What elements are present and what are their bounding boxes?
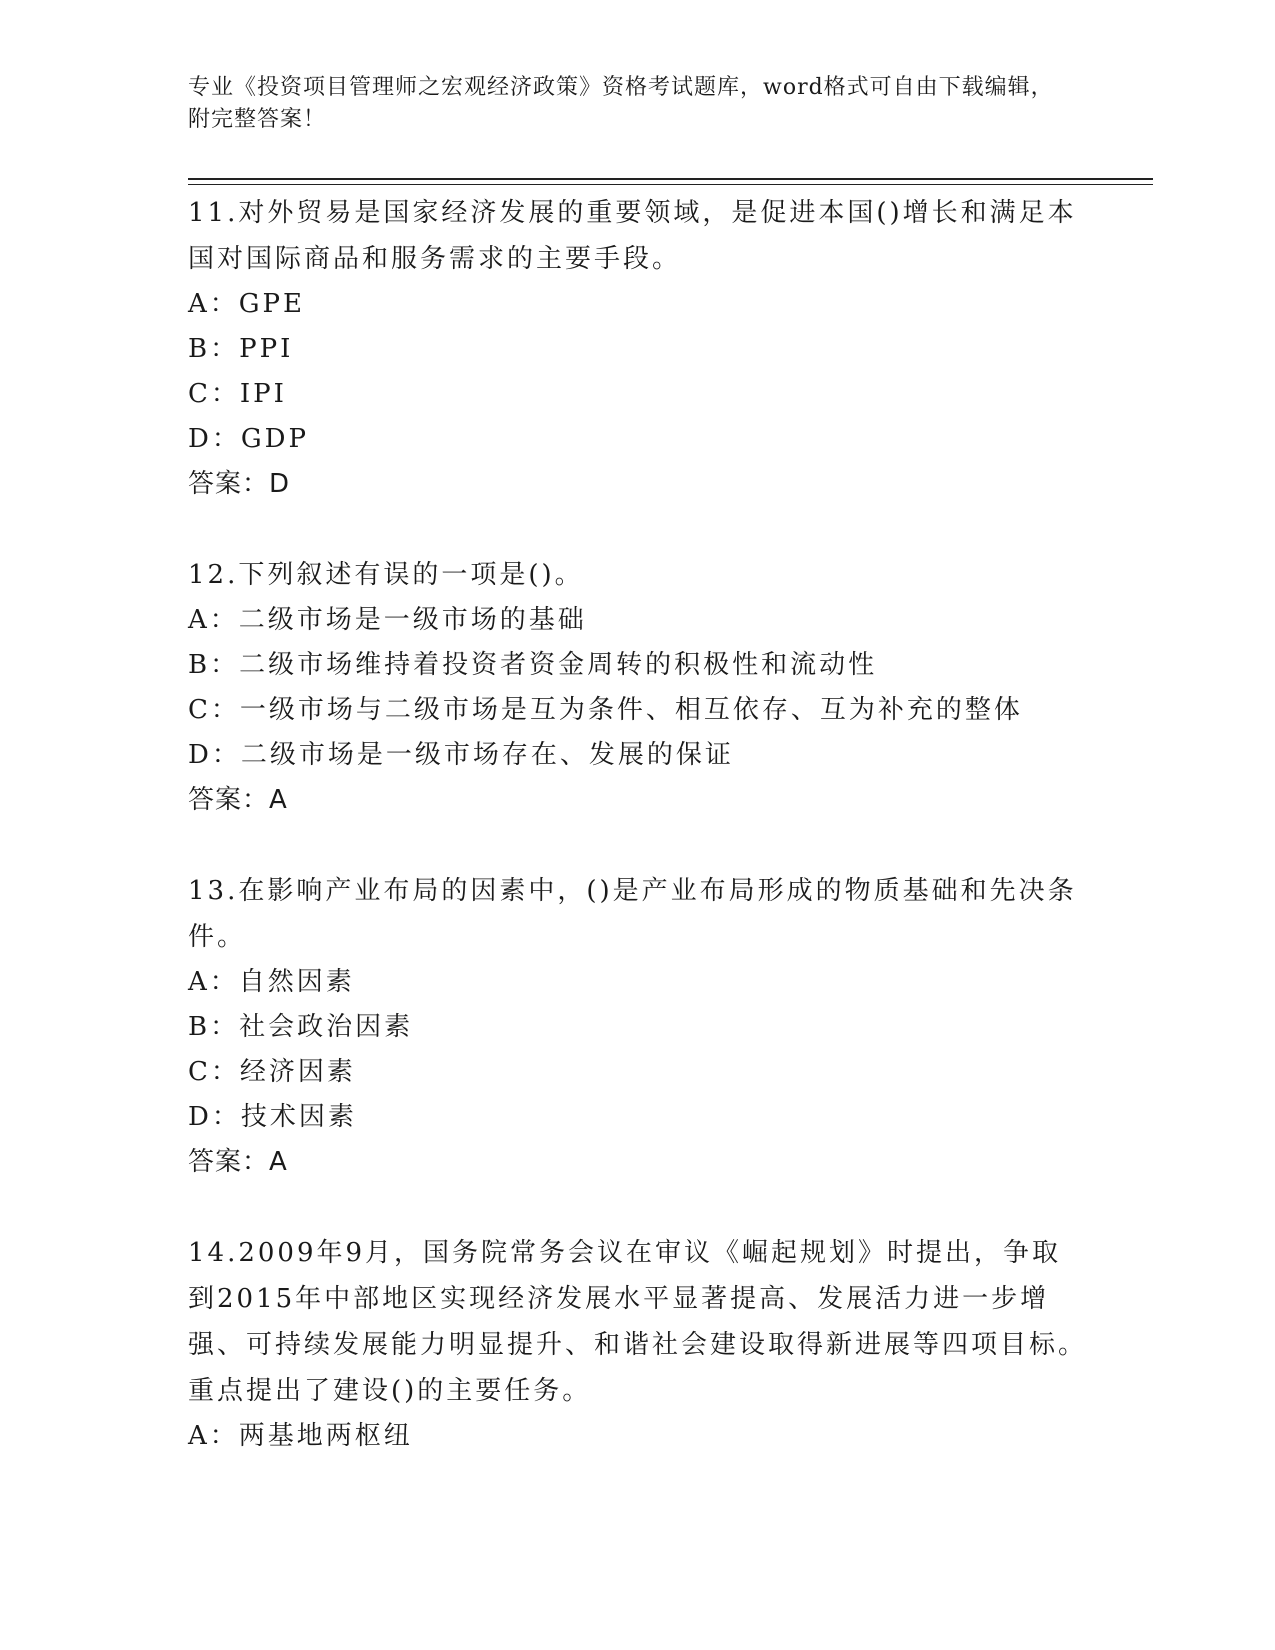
option-a: A：自然因素 — [188, 967, 355, 997]
header-rule-thick — [188, 178, 1153, 180]
answer: 答案：D — [188, 469, 291, 499]
question-12 — [188, 552, 1088, 822]
question-13 — [188, 868, 1088, 1184]
question-list — [188, 190, 1088, 1505]
question-text: 11.对外贸易是国家经济发展的重要领域，是促进本国()增长和满足本国对国际商品和服务需求的主要手段。 — [188, 198, 1077, 274]
question-text: 12.下列叙述有误的一项是()。 — [188, 560, 584, 590]
answer: 答案：A — [188, 1147, 288, 1177]
option-b: B：PPI — [188, 334, 294, 364]
option-c: C：IPI — [188, 379, 287, 409]
option-c: C：一级市场与二级市场是互为条件、相互依存、互为补充的整体 — [188, 695, 1023, 725]
question-text: 14.2009年9月，国务院常务会议在审议《崛起规划》时提出，争取到2015年中部地区实现经济发展水平显著提高、发展活力进一步增强、可持续发展能力明显提升、和谐社会建设取得新进展等四项目标。重点提出了建设()的主要任务。 — [188, 1238, 1088, 1406]
option-b: B：二级市场维持着投资者资金周转的积极性和流动性 — [188, 650, 878, 680]
question-11 — [188, 190, 1088, 506]
option-c: C：经济因素 — [188, 1057, 356, 1087]
document-header: 专业《投资项目管理师之宏观经济政策》资格考试题库，word格式可自由下载编辑，附完整答案！ — [188, 75, 1054, 132]
answer: 答案：A — [188, 785, 288, 815]
question-14 — [188, 1230, 1088, 1459]
question-text: 13.在影响产业布局的因素中，()是产业布局形成的物质基础和先决条件。 — [188, 876, 1077, 952]
option-a: A：两基地两枢纽 — [188, 1421, 413, 1451]
option-d: D：技术因素 — [188, 1102, 357, 1132]
header-rule-thin — [188, 184, 1153, 185]
option-a: A：GPE — [188, 289, 306, 319]
option-b: B：社会政治因素 — [188, 1012, 414, 1042]
option-d: D：二级市场是一级市场存在、发展的保证 — [188, 740, 734, 770]
option-d: D：GDP — [188, 424, 309, 454]
option-a: A：二级市场是一级市场的基础 — [188, 605, 587, 635]
